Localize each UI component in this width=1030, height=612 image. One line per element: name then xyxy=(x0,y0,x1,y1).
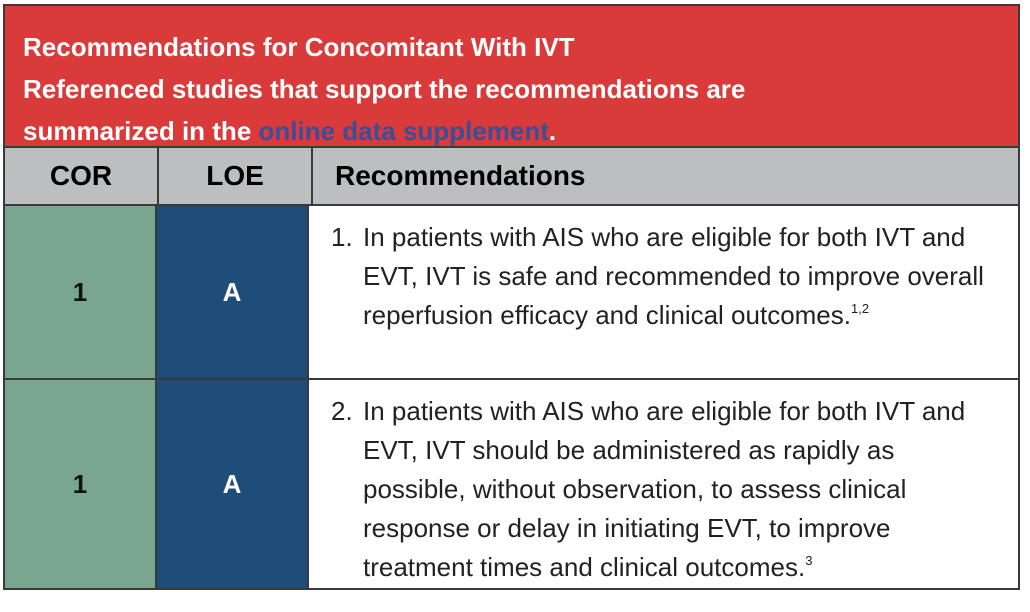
recommendation-table xyxy=(3,4,1020,590)
recommendation-body: In patients with AIS who are eligible for both IVT and EVT, IVT should be administered as rapidly as possible, without observation, to assess clinical response or delay in initiating EVT, to improve treatment times and clinical outcomes. xyxy=(363,396,966,582)
recommendation-cell xyxy=(309,206,1018,378)
recommendation-text xyxy=(363,392,1004,587)
column-headers xyxy=(5,148,1018,206)
recommendation-number: 1. xyxy=(331,222,353,252)
recommendation-text xyxy=(363,218,1004,335)
reference-superscript: 1,2 xyxy=(851,301,870,316)
table-header xyxy=(5,6,1018,148)
loe-cell: A xyxy=(157,206,309,378)
header-note-prefix: summarized in the xyxy=(23,116,259,146)
reference-superscript: 3 xyxy=(805,553,813,568)
online-data-supplement-link[interactable]: online data supplement xyxy=(258,116,549,146)
table-row xyxy=(5,206,1018,380)
recommendation-cell xyxy=(309,380,1018,588)
column-header-recommendations: Recommendations xyxy=(335,160,586,191)
column-header-cor: COR xyxy=(5,148,159,204)
header-note-line xyxy=(23,110,1000,152)
recommendation-number: 2. xyxy=(331,396,353,426)
cor-cell: 1 xyxy=(5,206,157,378)
header-note-suffix: . xyxy=(548,116,557,146)
cor-cell: 1 xyxy=(5,380,157,588)
table-title: Recommendations for Concomitant With IVT xyxy=(23,32,575,62)
table-row xyxy=(5,380,1018,588)
header-note-line: Referenced studies that support the recommendations are xyxy=(23,74,746,104)
loe-cell: A xyxy=(157,380,309,588)
recommendation-body: In patients with AIS who are eligible for both IVT and EVT, IVT is safe and recommended to improve overall reperfusion efficacy and clinical outcomes. xyxy=(363,222,984,330)
column-header-loe: LOE xyxy=(159,148,313,204)
